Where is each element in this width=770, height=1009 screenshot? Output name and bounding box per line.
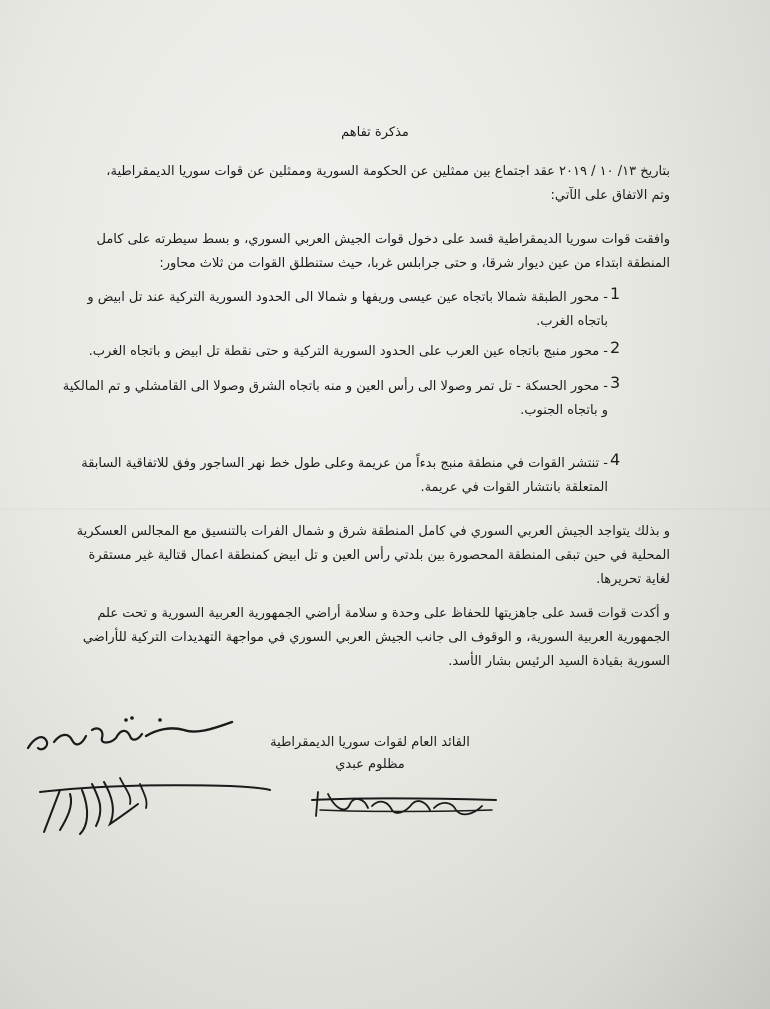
- commander-signature: [306, 780, 506, 830]
- para5-line-3: لغاية تحريرها.: [596, 572, 670, 587]
- agreement-line-1: وافقت قوات سوريا الديمقراطية قسد على دخول قوات الجيش العربي السوري، و بسط سيطرته على كامل: [96, 232, 670, 247]
- axis-1-line-2: باتجاه الغرب.: [536, 314, 608, 329]
- axis-1-number: 1: [610, 284, 621, 303]
- intro-line-2: وتم الاتفاق على الآتي:: [550, 188, 670, 203]
- axis-2-number: 2: [610, 338, 621, 357]
- axis-1-line-1: - محور الطبقة شمالا باتجاه عين عيسى وريفها و شمالا الى الحدود السورية التركية عند تل ابيض و: [87, 290, 608, 305]
- axis-3-line-2: و باتجاه الجنوب.: [520, 403, 608, 418]
- agreement-line-2: المنطقة ابتداء من عين ديوار شرقا، و حتى جرابلس غربا، حيث ستنطلق القوات من ثلاث محاور:: [159, 256, 670, 271]
- commander-name: مظلوم عبدي: [335, 757, 405, 772]
- axis-3-number: 3: [610, 373, 621, 392]
- commander-title: القائد العام لقوات سوريا الديمقراطية: [270, 735, 470, 750]
- axis-4-number: 4: [610, 450, 621, 469]
- scribble-signature-left: [30, 770, 280, 840]
- para6-line-2: الجمهورية العربية السورية، و الوقوف الى جانب الجيش العربي السوري في مواجهة التهديدات التركية للأراضي: [82, 630, 670, 645]
- para5-line-2: المحلية في حين تبقى المنطقة المحصورة بين بلدتي رأس العين و تل ابيض كمنطقة اعمال قتالية غير مستقرة: [88, 548, 670, 563]
- handwritten-name-signature: [20, 700, 250, 770]
- para6-line-3: السورية بقيادة السيد الرئيس بشار الأسد.: [448, 654, 670, 669]
- axis-4-line-2: المتعلقة بانتشار القوات في عريمة.: [420, 480, 608, 495]
- axis-4-line-1: - تنتشر القوات في منطقة منبج بدءاً من عريمة وعلى طول خط نهر الساجور وفق للاتفاقية السابقة: [81, 456, 608, 471]
- memo-title: مذكرة تفاهم: [341, 125, 409, 140]
- para6-line-1: و أكدت قوات قسد على جاهزيتها للحفاظ على وحدة و سلامة أراضي الجمهورية العربية السورية و تحت علم: [97, 606, 670, 621]
- page-fold: [0, 508, 770, 510]
- axis-3-line-1: - محور الحسكة - تل تمر وصولا الى رأس العين و منه باتجاه الشرق وصولا الى القامشلي و تم المالكية: [62, 379, 608, 394]
- intro-line-1: بتاريخ ١٣/ ١٠ / ٢٠١٩ عقد اجتماع بين ممثلين عن الحكومة السورية وممثلين عن قوات سوريا الديمقراطية،: [106, 164, 670, 179]
- axis-2-line-1: - محور منبج باتجاه عين العرب على الحدود السورية التركية و حتى نقطة تل ابيض و باتجاه الغرب.: [88, 344, 608, 359]
- para5-line-1: و بذلك يتواجد الجيش العربي السوري في كامل المنطقة شرق و شمال الفرات بالتنسيق مع المجالس العسكرية: [76, 524, 670, 539]
- commander-block: [270, 732, 470, 776]
